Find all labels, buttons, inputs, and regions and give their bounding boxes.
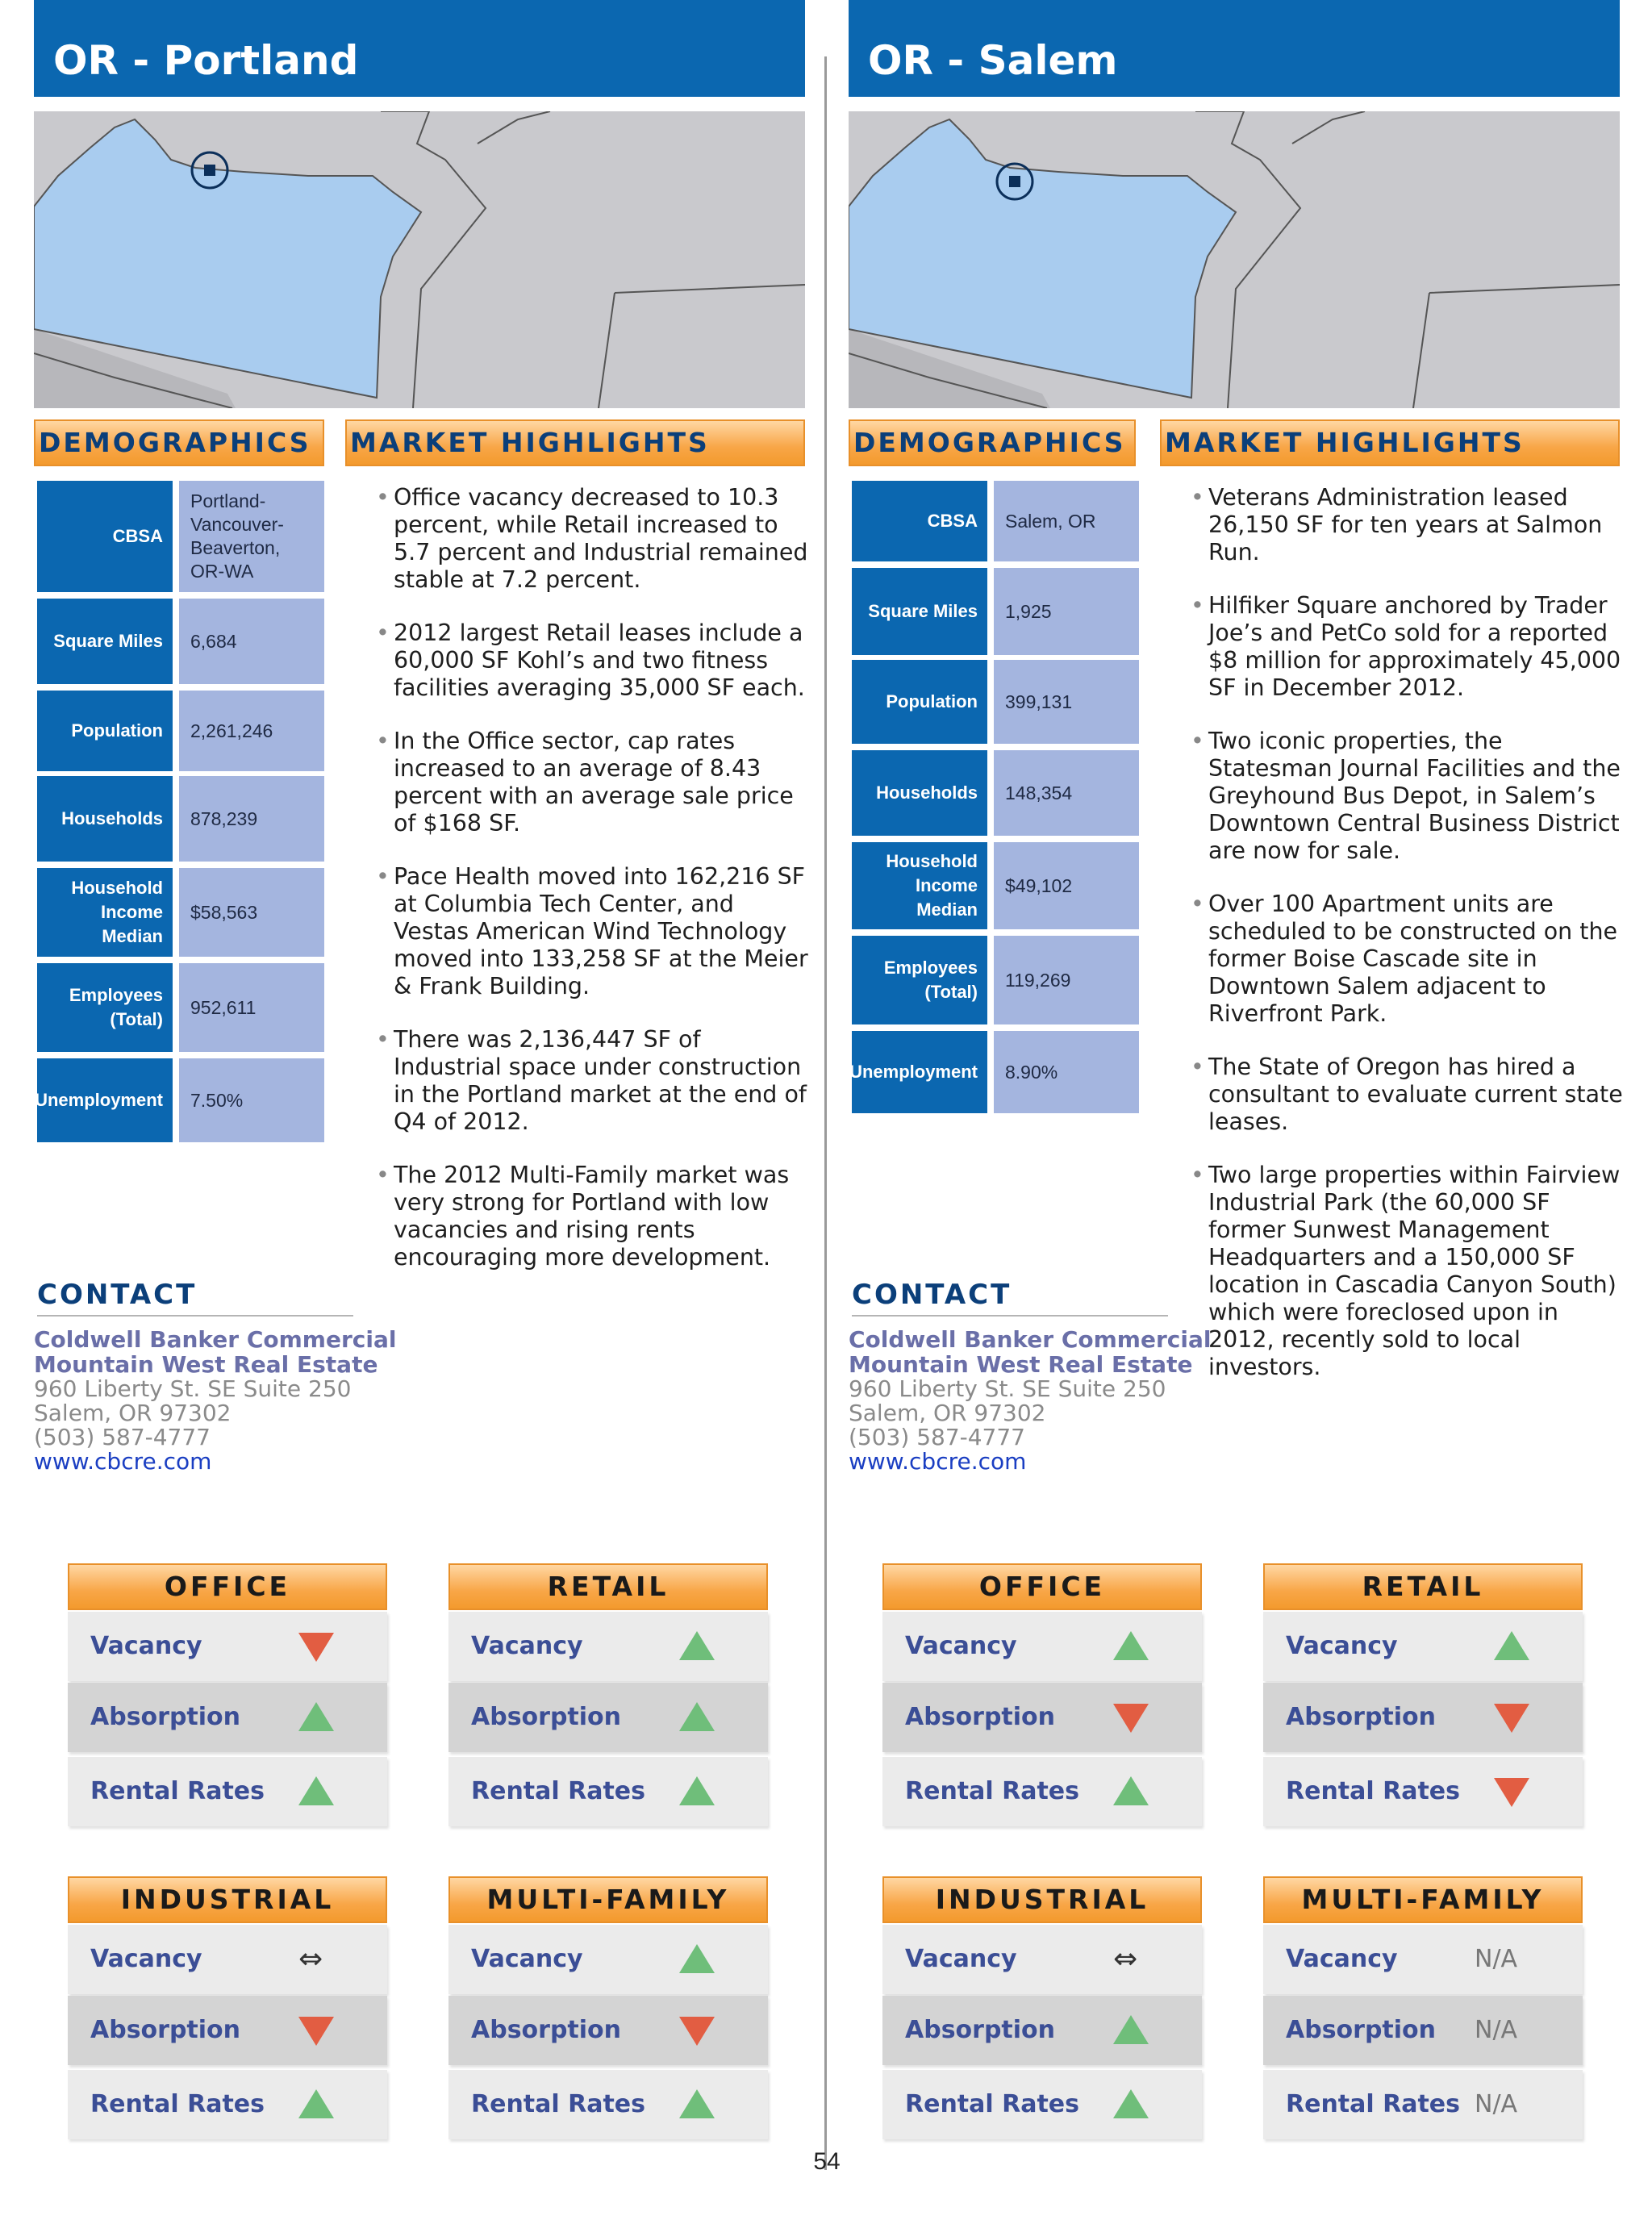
- highlight-item: • In the Office sector, cap rates increased to an average of 8.43 percent with an average sale price of $168 SF.: [373, 728, 808, 837]
- contact-city: Salem, OR 97302: [34, 1400, 232, 1426]
- sector-row-absorption: [882, 1996, 1202, 2065]
- demographics-label: Household Income Median: [852, 842, 987, 929]
- sector-row-label: Absorption: [90, 2016, 241, 2044]
- sector-header: RETAIL: [1263, 1563, 1583, 1610]
- city-marker: [1009, 176, 1020, 187]
- sector-row-label: Vacancy: [471, 1632, 583, 1660]
- demographics-value: 119,269: [994, 936, 1139, 1024]
- sector-row-label: Rental Rates: [905, 1777, 1080, 1805]
- sector-row-label: Vacancy: [905, 1945, 1017, 1973]
- demographics-label: CBSA: [37, 481, 173, 592]
- demographics-header: DEMOGRAPHICS: [849, 419, 1136, 466]
- contact-website-link[interactable]: www.cbcre.com: [34, 1448, 212, 1475]
- sector-row-rental-rates: [68, 1757, 387, 1826]
- demographics-label: Households: [852, 750, 987, 836]
- market-highlights-list: [1187, 484, 1623, 1407]
- sector-row-vacancy: [448, 1925, 768, 1994]
- sector-row-label: Vacancy: [1286, 1632, 1398, 1660]
- demographics-header: DEMOGRAPHICS: [34, 419, 324, 466]
- trend-up-icon: [1113, 2013, 1149, 2047]
- sector-row-label: Absorption: [1286, 2016, 1437, 2044]
- triangle-up-icon: [1113, 1776, 1149, 1805]
- demographics-row-household-income: [852, 842, 1139, 929]
- contact-header: CONTACT: [852, 1275, 1168, 1317]
- demographics-label: Employees (Total): [37, 963, 173, 1052]
- page-title: OR - Salem: [849, 0, 1620, 97]
- sector-row-vacancy: [882, 1925, 1202, 1994]
- contact-address: 960 Liberty St. SE Suite 250: [34, 1375, 352, 1402]
- trend-up-icon: [679, 2088, 715, 2122]
- map-svg: [849, 111, 1620, 408]
- highlight-item: • There was 2,136,447 SF of Industrial space under construction in the Portland market at the end of Q4 of 2012.: [373, 1026, 808, 1136]
- sector-row-vacancy: [68, 1612, 387, 1681]
- sector-row-label: Vacancy: [905, 1632, 1017, 1660]
- trend-down-icon: [679, 2013, 715, 2047]
- trend-up-icon: [1113, 1775, 1149, 1809]
- demographics-value: 399,131: [994, 660, 1139, 744]
- trend-down-icon: [1113, 1700, 1149, 1734]
- page-number: 54: [813, 2148, 841, 2175]
- sector-row-absorption: [1263, 1683, 1583, 1752]
- sector-panel-retail: [448, 1563, 768, 1838]
- sector-row-absorption: [448, 1996, 768, 2065]
- triangle-down-icon: [298, 2017, 334, 2046]
- sector-row-absorption: [68, 1683, 387, 1752]
- demographics-label: Square Miles: [852, 568, 987, 655]
- trend-down-icon: [1494, 1700, 1529, 1734]
- triangle-up-icon: [1113, 1631, 1149, 1660]
- triangle-up-icon: [679, 1776, 715, 1805]
- city-marker: [204, 165, 215, 176]
- demographics-value: Salem, OR: [994, 481, 1139, 561]
- oregon-locator-map: [849, 111, 1620, 408]
- trend-up-icon: [679, 1630, 715, 1663]
- demographics-value: Portland- Vancouver- Beaverton, OR-WA: [179, 481, 324, 592]
- highlight-item: • Two large properties within Fairview Industrial Park (the 60,000 SF former Sunwest Management Headquarters and a 150,000 SF location in Cascadia Canyon South) which were foreclosed upon in 2012, recently sold to local investors.: [1187, 1162, 1623, 1381]
- contact-company: Coldwell Banker Commercial: [849, 1326, 1212, 1353]
- trend-down-icon: [1494, 1775, 1529, 1809]
- trend-up-icon: [298, 1700, 334, 1734]
- sector-row-label: Rental Rates: [471, 2090, 646, 2118]
- sector-row-vacancy: [1263, 1925, 1583, 1994]
- market-highlights-header: MARKET HIGHLIGHTS: [1160, 419, 1620, 466]
- triangle-down-icon: [1494, 1778, 1529, 1807]
- demographics-row-employees: [852, 936, 1139, 1024]
- demographics-value: 7.50%: [179, 1058, 324, 1142]
- triangle-down-icon: [298, 1633, 334, 1662]
- sector-row-label: Absorption: [1286, 1703, 1437, 1731]
- sector-row-vacancy: [882, 1612, 1202, 1681]
- trend-up-icon: [1494, 1630, 1529, 1663]
- demographics-label: Population: [852, 660, 987, 744]
- demographics-row-unemployment: [37, 1058, 324, 1142]
- sector-row-label: Absorption: [471, 1703, 622, 1731]
- demographics-value: 878,239: [179, 776, 324, 862]
- demographics-row-household-income: [37, 868, 324, 957]
- sector-row-label: Absorption: [905, 2016, 1056, 2044]
- highlight-item: • The State of Oregon has hired a consultant to evaluate current state leases.: [1187, 1054, 1623, 1136]
- highlight-item: • Hilfiker Square anchored by Trader Joe’s and PetCo sold for a reported $8 million for approximately 45,000 SF in December 2012.: [1187, 592, 1623, 702]
- sector-row-label: Absorption: [905, 1703, 1056, 1731]
- map-svg: [34, 111, 805, 408]
- sector-row-label: Rental Rates: [90, 1777, 265, 1805]
- demographics-label: Population: [37, 691, 173, 771]
- trend-up-icon: [298, 2088, 334, 2122]
- triangle-up-icon: [1113, 2089, 1149, 2118]
- page-title: OR - Portland: [34, 0, 805, 97]
- sector-header: OFFICE: [68, 1563, 387, 1610]
- trend-up-icon: [1113, 1630, 1149, 1663]
- demographics-label: Unemployment: [37, 1058, 173, 1142]
- contact-block: [849, 1327, 1220, 1474]
- trend-na-text: N/A: [1475, 2016, 1518, 2044]
- sector-row-rental-rates: [68, 2070, 387, 2139]
- sector-row-rental-rates: [1263, 1757, 1583, 1826]
- sector-row-label: Vacancy: [90, 1945, 202, 1973]
- sector-row-vacancy: [1263, 1612, 1583, 1681]
- market-highlights-header: MARKET HIGHLIGHTS: [345, 419, 805, 466]
- triangle-up-icon: [679, 2089, 715, 2118]
- contact-company: Mountain West Real Estate: [849, 1351, 1193, 1378]
- sector-row-absorption: [68, 1996, 387, 2065]
- contact-company: Mountain West Real Estate: [34, 1351, 378, 1378]
- sector-header: OFFICE: [882, 1563, 1202, 1610]
- triangle-down-icon: [679, 2017, 715, 2046]
- demographics-row-square-miles: [852, 568, 1139, 655]
- sector-row-label: Rental Rates: [1286, 1777, 1461, 1805]
- triangle-up-icon: [298, 1702, 334, 1731]
- demographics-value: 1,925: [994, 568, 1139, 655]
- sector-row-label: Vacancy: [471, 1945, 583, 1973]
- sector-panel-multi-family: [448, 1876, 768, 2151]
- highlight-item: • Office vacancy decreased to 10.3 percent, while Retail increased to 5.7 percent and Industrial remained stable at 7.2 percent.: [373, 484, 808, 594]
- demographics-value: 148,354: [994, 750, 1139, 836]
- trend-flat-icon: ⇔: [298, 1942, 323, 1976]
- sector-header: MULTI-FAMILY: [448, 1876, 768, 1923]
- sector-row-rental-rates: [882, 2070, 1202, 2139]
- demographics-row-cbsa: [37, 481, 324, 592]
- contact-block: [34, 1327, 405, 1474]
- triangle-up-icon: [679, 1702, 715, 1731]
- triangle-up-icon: [679, 1631, 715, 1660]
- contact-city: Salem, OR 97302: [849, 1400, 1046, 1426]
- highlight-item: • The 2012 Multi-Family market was very strong for Portland with low vacancies and rising rents encouraging more development.: [373, 1162, 808, 1271]
- demographics-value: $58,563: [179, 868, 324, 957]
- sector-header: MULTI-FAMILY: [1263, 1876, 1583, 1923]
- triangle-up-icon: [298, 2089, 334, 2118]
- sector-row-rental-rates: [882, 1757, 1202, 1826]
- trend-flat-icon: ⇔: [1113, 1942, 1138, 1976]
- market-highlights-list: [373, 484, 808, 1297]
- sector-panel-multi-family: [1263, 1876, 1583, 2151]
- sector-header: INDUSTRIAL: [882, 1876, 1202, 1923]
- demographics-row-households: [852, 750, 1139, 836]
- demographics-label: Square Miles: [37, 599, 173, 684]
- demographics-row-employees: [37, 963, 324, 1052]
- trend-na-text: N/A: [1475, 2090, 1518, 2118]
- highlight-item: • Veterans Administration leased 26,150 SF for ten years at Salmon Run.: [1187, 484, 1623, 566]
- demographics-row-square-miles: [37, 599, 324, 684]
- sector-row-label: Rental Rates: [471, 1777, 646, 1805]
- demographics-row-unemployment: [849, 1031, 1139, 1113]
- sector-header: INDUSTRIAL: [68, 1876, 387, 1923]
- sector-row-vacancy: [68, 1925, 387, 1994]
- triangle-up-icon: [1494, 1631, 1529, 1660]
- trend-na-text: N/A: [1475, 1945, 1518, 1973]
- sector-row-rental-rates: [448, 1757, 768, 1826]
- salem-column: [849, 0, 1623, 1533]
- triangle-down-icon: [1494, 1704, 1529, 1733]
- contact-website-link[interactable]: www.cbcre.com: [849, 1448, 1027, 1475]
- trend-up-icon: [298, 1775, 334, 1809]
- demographics-value: $49,102: [994, 842, 1139, 929]
- sector-row-absorption: [448, 1683, 768, 1752]
- sector-panel-office: [882, 1563, 1202, 1838]
- demographics-label: CBSA: [852, 481, 987, 561]
- demographics-value: 2,261,246: [179, 691, 324, 771]
- highlight-item: • Two iconic properties, the Statesman Journal Facilities and the Greyhound Bus Depot, in Salem’s Downtown Central Business District are now for sale.: [1187, 728, 1623, 865]
- sector-header: RETAIL: [448, 1563, 768, 1610]
- trend-down-icon: [298, 1630, 334, 1663]
- triangle-up-icon: [1113, 2015, 1149, 2044]
- contact-phone: (503) 587-4777: [34, 1424, 211, 1450]
- trend-up-icon: [679, 1942, 715, 1976]
- sector-panel-retail: [1263, 1563, 1583, 1838]
- oregon-locator-map: [34, 111, 805, 408]
- demographics-row-population: [852, 660, 1139, 744]
- sector-row-label: Rental Rates: [90, 2090, 265, 2118]
- sector-row-label: Vacancy: [1286, 1945, 1398, 1973]
- sector-row-label: Rental Rates: [905, 2090, 1080, 2118]
- demographics-label: Unemployment: [852, 1031, 987, 1113]
- highlight-item: • Over 100 Apartment units are scheduled to be constructed on the former Boise Cascade site in Downtown Salem adjacent to Riverfront Park.: [1187, 891, 1623, 1028]
- contact-header: CONTACT: [37, 1275, 353, 1317]
- highlight-item: • Pace Health moved into 162,216 SF at Columbia Tech Center, and Vestas American Wind Technology moved into 133,258 SF at the Meier & Frank Building.: [373, 863, 808, 1000]
- sector-row-absorption: [1263, 1996, 1583, 2065]
- contact-address: 960 Liberty St. SE Suite 250: [849, 1375, 1166, 1402]
- contact-phone: (503) 587-4777: [849, 1424, 1025, 1450]
- trend-up-icon: [1113, 2088, 1149, 2122]
- sector-row-label: Rental Rates: [1286, 2090, 1461, 2118]
- sector-panel-office: [68, 1563, 387, 1838]
- triangle-down-icon: [1113, 1704, 1149, 1733]
- sector-row-label: Absorption: [471, 2016, 622, 2044]
- sector-row-label: Vacancy: [90, 1632, 202, 1660]
- sector-row-rental-rates: [448, 2070, 768, 2139]
- sector-panel-industrial: [882, 1876, 1202, 2151]
- demographics-value: 8.90%: [994, 1031, 1139, 1113]
- contact-company: Coldwell Banker Commercial: [34, 1326, 397, 1353]
- highlight-item: • 2012 largest Retail leases include a 60,000 SF Kohl’s and two fitness facilities averaging 35,000 SF each.: [373, 620, 808, 702]
- demographics-row-population: [37, 691, 324, 771]
- column-divider: [824, 56, 827, 2170]
- demographics-value: 952,611: [179, 963, 324, 1052]
- portland-column: [34, 0, 808, 1533]
- demographics-value: 6,684: [179, 599, 324, 684]
- sector-row-label: Absorption: [90, 1703, 241, 1731]
- sector-row-vacancy: [448, 1612, 768, 1681]
- trend-down-icon: [298, 2013, 334, 2047]
- demographics-row-cbsa: [852, 481, 1139, 561]
- sector-panel-industrial: [68, 1876, 387, 2151]
- demographics-row-households: [37, 776, 324, 862]
- sector-row-rental-rates: [1263, 2070, 1583, 2139]
- demographics-label: Households: [37, 776, 173, 862]
- sector-row-absorption: [882, 1683, 1202, 1752]
- demographics-label: Employees (Total): [852, 936, 987, 1024]
- demographics-label: Household Income Median: [37, 868, 173, 957]
- triangle-up-icon: [298, 1776, 334, 1805]
- triangle-up-icon: [679, 1944, 715, 1973]
- trend-up-icon: [679, 1775, 715, 1809]
- trend-up-icon: [679, 1700, 715, 1734]
